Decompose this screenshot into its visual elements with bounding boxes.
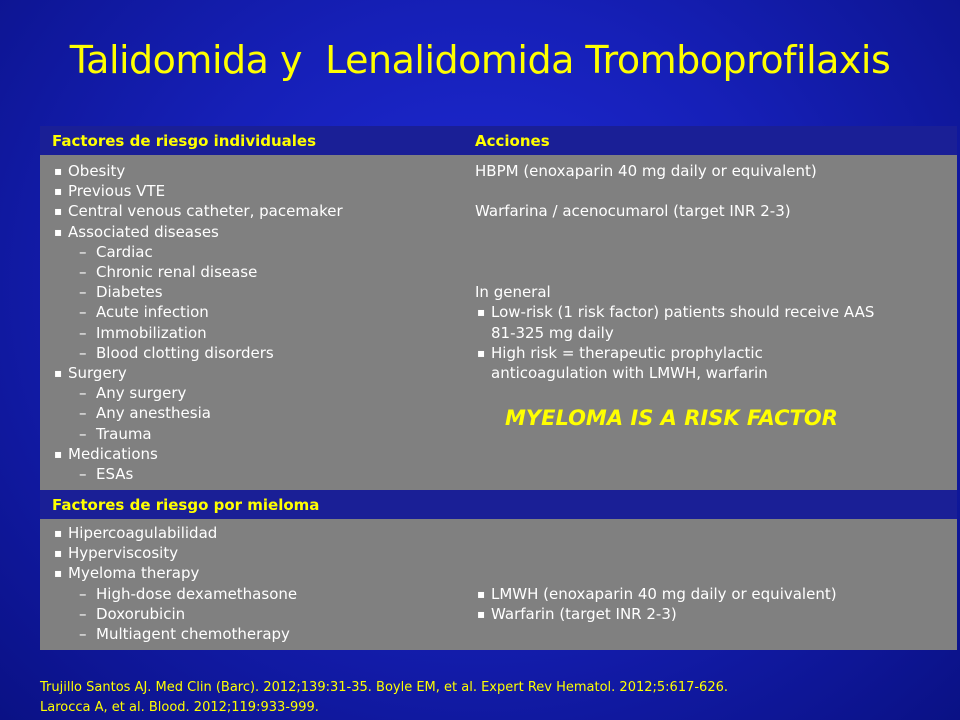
header-myeloma-risk-factors: Factores de riesgo por mieloma xyxy=(52,496,320,514)
action-item: 81-325 mg daily xyxy=(491,323,614,342)
sub-list-item: – Immobilization xyxy=(52,323,343,343)
slide-title: Talidomida y Lenalidomida Tromboprofilaxis xyxy=(69,38,891,82)
sub-list-item: – Doxorubicin xyxy=(52,604,297,624)
action-item: ▪ Warfarin (target INR 2-3) xyxy=(475,604,837,624)
myeloma-actions-list xyxy=(475,584,837,624)
list-item: ▪ Surgery xyxy=(52,363,343,383)
sub-list-item: – Acute infection xyxy=(52,302,343,322)
sub-list-item: – Blood clotting disorders xyxy=(52,343,343,363)
sub-list-item: – Chronic renal disease xyxy=(52,262,343,282)
references xyxy=(40,678,728,718)
sub-list-item: – Any surgery xyxy=(52,383,343,403)
sub-list-item: – ESAs xyxy=(52,464,343,484)
list-item: ▪ Previous VTE xyxy=(52,181,343,201)
sub-list-item: – Diabetes xyxy=(52,282,343,302)
sub-list-item: – High-dose dexamethasone xyxy=(52,584,297,604)
reference-line: Trujillo Santos AJ. Med Clin (Barc). 2012;139:31-35. Boyle EM, et al. Expert Rev Hematol. 2012;5:617-626. xyxy=(40,680,728,695)
individual-risk-factors-list xyxy=(52,161,343,484)
list-item: ▪ Hyperviscosity xyxy=(52,543,297,563)
sub-list-item: – Trauma xyxy=(52,424,343,444)
sub-list-item: – Multiagent chemotherapy xyxy=(52,624,297,644)
spacer xyxy=(475,181,874,201)
list-item: ▪ Medications xyxy=(52,444,343,464)
reference-line: Larocca A, et al. Blood. 2012;119:933-999. xyxy=(40,700,319,715)
list-item: ▪ Associated diseases xyxy=(52,222,343,242)
table-header-individual xyxy=(40,126,957,155)
header-actions: Acciones xyxy=(475,132,550,150)
spacer xyxy=(475,222,874,242)
list-item: ▪ Hipercoagulabilidad xyxy=(52,523,297,543)
action-item: ▪ Low-risk (1 risk factor) patients should receive AAS xyxy=(475,302,874,322)
spacer xyxy=(475,242,874,262)
action-item: In general xyxy=(475,283,551,302)
header-individual-risk-factors: Factores de riesgo individuales xyxy=(52,132,317,150)
myeloma-risk-highlight: MYELOMA IS A RISK FACTOR xyxy=(505,406,838,430)
table-header-myeloma xyxy=(40,490,957,519)
action-item: HBPM (enoxaparin 40 mg daily or equivalent) xyxy=(475,162,817,180)
myeloma-risk-factors-list xyxy=(52,523,297,644)
individual-actions-list xyxy=(475,161,874,383)
action-item: ▪ LMWH (enoxaparin 40 mg daily or equivalent) xyxy=(475,584,837,604)
list-item: ▪ Myeloma therapy xyxy=(52,563,297,583)
sub-list-item: – Any anesthesia xyxy=(52,403,343,423)
action-item: anticoagulation with LMWH, warfarin xyxy=(491,363,768,382)
action-item: Warfarina / acenocumarol (target INR 2-3) xyxy=(475,202,791,221)
list-item: ▪ Central venous catheter, pacemaker xyxy=(52,201,343,221)
list-item: ▪ Obesity xyxy=(52,161,343,181)
risk-table xyxy=(40,126,957,650)
sub-list-item: – Cardiac xyxy=(52,242,343,262)
action-item: ▪ High risk = therapeutic prophylactic xyxy=(475,343,874,363)
spacer xyxy=(475,262,874,282)
